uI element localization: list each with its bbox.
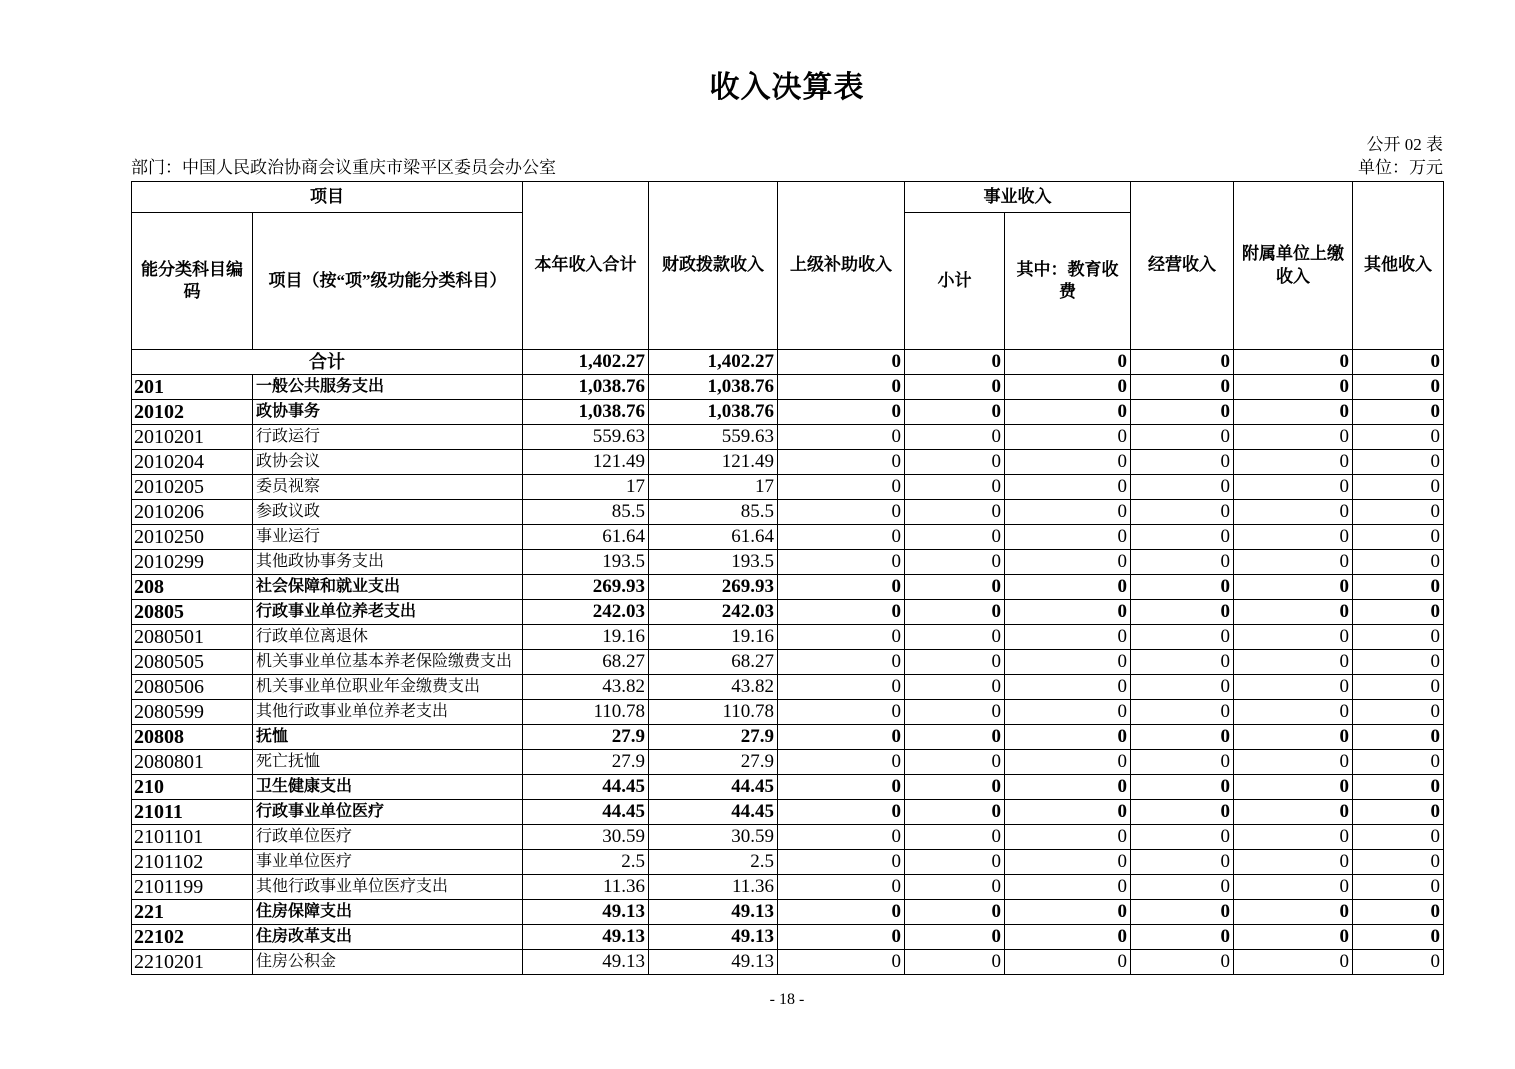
value-cell: 0 bbox=[1353, 950, 1444, 975]
value-cell: 0 bbox=[905, 550, 1005, 575]
value-cell: 0 bbox=[1131, 800, 1234, 825]
value-cell: 0 bbox=[1234, 650, 1353, 675]
value-cell: 0 bbox=[778, 750, 905, 775]
code-cell: 2010299 bbox=[132, 550, 253, 575]
table-label: 公开 02 表 bbox=[1366, 135, 1443, 154]
value-cell: 0 bbox=[905, 500, 1005, 525]
value-cell: 0 bbox=[778, 800, 905, 825]
table-row bbox=[132, 625, 1444, 650]
value-cell: 0 bbox=[1005, 650, 1131, 675]
item-cell: 抚恤 bbox=[253, 725, 523, 750]
value-cell: 0 bbox=[1353, 800, 1444, 825]
value-cell: 0 bbox=[1005, 925, 1131, 950]
value-cell: 85.5 bbox=[523, 500, 649, 525]
value-cell: 0 bbox=[778, 775, 905, 800]
value-cell: 1,402.27 bbox=[649, 350, 778, 375]
value-cell: 0 bbox=[1234, 575, 1353, 600]
value-cell: 0 bbox=[1131, 675, 1234, 700]
header-row-1 bbox=[132, 182, 1444, 213]
value-cell: 0 bbox=[1234, 400, 1353, 425]
value-cell: 0 bbox=[778, 950, 905, 975]
value-cell: 0 bbox=[1005, 825, 1131, 850]
total-label-cell: 合计 bbox=[132, 350, 523, 375]
value-cell: 30.59 bbox=[649, 825, 778, 850]
header-business-income-group: 事业收入 bbox=[905, 182, 1131, 213]
table-row bbox=[132, 875, 1444, 900]
value-cell: 0 bbox=[905, 350, 1005, 375]
table-row bbox=[132, 475, 1444, 500]
value-cell: 0 bbox=[905, 850, 1005, 875]
value-cell: 121.49 bbox=[649, 450, 778, 475]
code-cell: 2010206 bbox=[132, 500, 253, 525]
value-cell: 0 bbox=[1131, 600, 1234, 625]
item-cell: 行政事业单位医疗 bbox=[253, 800, 523, 825]
item-cell: 其他行政事业单位医疗支出 bbox=[253, 875, 523, 900]
unit-label: 单位：万元 bbox=[1358, 158, 1443, 177]
value-cell: 49.13 bbox=[523, 900, 649, 925]
value-cell: 0 bbox=[1234, 350, 1353, 375]
value-cell: 0 bbox=[1353, 650, 1444, 675]
value-cell: 0 bbox=[1353, 575, 1444, 600]
code-cell: 20808 bbox=[132, 725, 253, 750]
value-cell: 43.82 bbox=[649, 675, 778, 700]
value-cell: 0 bbox=[778, 850, 905, 875]
table-row bbox=[132, 850, 1444, 875]
value-cell: 0 bbox=[1234, 900, 1353, 925]
code-cell: 221 bbox=[132, 900, 253, 925]
value-cell: 0 bbox=[1353, 700, 1444, 725]
value-cell: 0 bbox=[905, 950, 1005, 975]
value-cell: 0 bbox=[1005, 550, 1131, 575]
value-cell: 0 bbox=[1234, 525, 1353, 550]
header-fiscal-appropriation: 财政拨款收入 bbox=[649, 182, 778, 350]
value-cell: 0 bbox=[1131, 875, 1234, 900]
value-cell: 0 bbox=[1234, 600, 1353, 625]
value-cell: 110.78 bbox=[649, 700, 778, 725]
item-cell: 行政单位医疗 bbox=[253, 825, 523, 850]
value-cell: 0 bbox=[778, 525, 905, 550]
table-row bbox=[132, 600, 1444, 625]
value-cell: 0 bbox=[1005, 425, 1131, 450]
value-cell: 110.78 bbox=[523, 700, 649, 725]
value-cell: 0 bbox=[1353, 475, 1444, 500]
item-cell: 其他政协事务支出 bbox=[253, 550, 523, 575]
value-cell: 269.93 bbox=[523, 575, 649, 600]
value-cell: 0 bbox=[1005, 850, 1131, 875]
value-cell: 19.16 bbox=[649, 625, 778, 650]
item-cell: 事业运行 bbox=[253, 525, 523, 550]
value-cell: 0 bbox=[1005, 375, 1131, 400]
value-cell: 0 bbox=[1234, 625, 1353, 650]
value-cell: 0 bbox=[1131, 375, 1234, 400]
page-content bbox=[131, 0, 1443, 1009]
value-cell: 0 bbox=[1353, 725, 1444, 750]
value-cell: 0 bbox=[905, 475, 1005, 500]
item-cell: 住房改革支出 bbox=[253, 925, 523, 950]
value-cell: 0 bbox=[1005, 600, 1131, 625]
code-cell: 22102 bbox=[132, 925, 253, 950]
value-cell: 193.5 bbox=[523, 550, 649, 575]
value-cell: 0 bbox=[905, 650, 1005, 675]
value-cell: 0 bbox=[1131, 350, 1234, 375]
value-cell: 0 bbox=[905, 750, 1005, 775]
table-row bbox=[132, 950, 1444, 975]
table-row bbox=[132, 400, 1444, 425]
value-cell: 1,402.27 bbox=[523, 350, 649, 375]
code-cell: 2080501 bbox=[132, 625, 253, 650]
item-cell: 参政议政 bbox=[253, 500, 523, 525]
value-cell: 0 bbox=[1234, 700, 1353, 725]
value-cell: 0 bbox=[1234, 725, 1353, 750]
value-cell: 44.45 bbox=[523, 800, 649, 825]
department-label: 部门：中国人民政治协商会议重庆市梁平区委员会办公室 bbox=[131, 158, 556, 177]
value-cell: 0 bbox=[778, 600, 905, 625]
value-cell: 0 bbox=[1353, 600, 1444, 625]
value-cell: 0 bbox=[905, 775, 1005, 800]
value-cell: 0 bbox=[1131, 775, 1234, 800]
value-cell: 0 bbox=[1131, 900, 1234, 925]
item-cell: 政协事务 bbox=[253, 400, 523, 425]
value-cell: 0 bbox=[1353, 400, 1444, 425]
item-cell: 事业单位医疗 bbox=[253, 850, 523, 875]
value-cell: 0 bbox=[778, 425, 905, 450]
value-cell: 0 bbox=[1353, 425, 1444, 450]
code-cell: 210 bbox=[132, 775, 253, 800]
header-operating-income: 经营收入 bbox=[1131, 182, 1234, 350]
value-cell: 0 bbox=[1005, 875, 1131, 900]
value-cell: 0 bbox=[778, 500, 905, 525]
value-cell: 0 bbox=[1131, 425, 1234, 450]
value-cell: 559.63 bbox=[523, 425, 649, 450]
value-cell: 0 bbox=[1005, 450, 1131, 475]
item-cell: 住房公积金 bbox=[253, 950, 523, 975]
value-cell: 0 bbox=[1234, 475, 1353, 500]
value-cell: 0 bbox=[1005, 500, 1131, 525]
value-cell: 0 bbox=[1131, 625, 1234, 650]
value-cell: 44.45 bbox=[523, 775, 649, 800]
code-cell: 2080801 bbox=[132, 750, 253, 775]
item-cell: 其他行政事业单位养老支出 bbox=[253, 700, 523, 725]
value-cell: 0 bbox=[1131, 400, 1234, 425]
value-cell: 0 bbox=[1005, 625, 1131, 650]
value-cell: 0 bbox=[1005, 475, 1131, 500]
value-cell: 0 bbox=[905, 600, 1005, 625]
value-cell: 0 bbox=[1353, 450, 1444, 475]
value-cell: 0 bbox=[1353, 900, 1444, 925]
value-cell: 0 bbox=[905, 800, 1005, 825]
value-cell: 0 bbox=[1234, 950, 1353, 975]
value-cell: 0 bbox=[1131, 525, 1234, 550]
value-cell: 269.93 bbox=[649, 575, 778, 600]
item-cell: 行政事业单位养老支出 bbox=[253, 600, 523, 625]
value-cell: 30.59 bbox=[523, 825, 649, 850]
value-cell: 0 bbox=[905, 400, 1005, 425]
value-cell: 43.82 bbox=[523, 675, 649, 700]
value-cell: 0 bbox=[905, 925, 1005, 950]
value-cell: 0 bbox=[1353, 850, 1444, 875]
code-cell: 20805 bbox=[132, 600, 253, 625]
value-cell: 11.36 bbox=[523, 875, 649, 900]
page-title: 收入决算表 bbox=[709, 71, 865, 104]
value-cell: 242.03 bbox=[523, 600, 649, 625]
table-row bbox=[132, 450, 1444, 475]
table-row bbox=[132, 775, 1444, 800]
value-cell: 0 bbox=[905, 875, 1005, 900]
table-row bbox=[132, 575, 1444, 600]
value-cell: 1,038.76 bbox=[523, 400, 649, 425]
item-cell: 委员视察 bbox=[253, 475, 523, 500]
table-row bbox=[132, 925, 1444, 950]
code-cell: 2101101 bbox=[132, 825, 253, 850]
code-cell: 2010204 bbox=[132, 450, 253, 475]
item-cell: 一般公共服务支出 bbox=[253, 375, 523, 400]
table-row bbox=[132, 900, 1444, 925]
value-cell: 121.49 bbox=[523, 450, 649, 475]
value-cell: 0 bbox=[778, 725, 905, 750]
code-cell: 21011 bbox=[132, 800, 253, 825]
header-code: 能分类科目编码 bbox=[132, 213, 253, 350]
table-row bbox=[132, 375, 1444, 400]
header-affiliated-units: 附属单位上缴收入 bbox=[1234, 182, 1353, 350]
value-cell: 0 bbox=[905, 900, 1005, 925]
table-row bbox=[132, 350, 1444, 375]
code-cell: 2080506 bbox=[132, 675, 253, 700]
value-cell: 0 bbox=[1234, 375, 1353, 400]
value-cell: 0 bbox=[1234, 925, 1353, 950]
value-cell: 49.13 bbox=[523, 950, 649, 975]
code-cell: 2080599 bbox=[132, 700, 253, 725]
value-cell: 61.64 bbox=[649, 525, 778, 550]
header-subtotal: 小计 bbox=[905, 213, 1005, 350]
value-cell: 0 bbox=[1005, 750, 1131, 775]
table-row bbox=[132, 525, 1444, 550]
value-cell: 61.64 bbox=[523, 525, 649, 550]
header-project-group: 项目 bbox=[132, 182, 523, 213]
value-cell: 0 bbox=[778, 700, 905, 725]
value-cell: 1,038.76 bbox=[523, 375, 649, 400]
value-cell: 0 bbox=[905, 375, 1005, 400]
value-cell: 0 bbox=[778, 825, 905, 850]
revenue-table bbox=[131, 181, 1444, 975]
value-cell: 0 bbox=[1131, 825, 1234, 850]
value-cell: 0 bbox=[1234, 425, 1353, 450]
value-cell: 0 bbox=[1005, 950, 1131, 975]
value-cell: 0 bbox=[1353, 875, 1444, 900]
value-cell: 0 bbox=[1005, 400, 1131, 425]
value-cell: 0 bbox=[778, 675, 905, 700]
value-cell: 0 bbox=[1234, 850, 1353, 875]
item-cell: 行政运行 bbox=[253, 425, 523, 450]
value-cell: 0 bbox=[1234, 450, 1353, 475]
value-cell: 0 bbox=[1353, 625, 1444, 650]
header-education-fees: 其中：教育收费 bbox=[1005, 213, 1131, 350]
value-cell: 11.36 bbox=[649, 875, 778, 900]
header-other-income: 其他收入 bbox=[1353, 182, 1444, 350]
value-cell: 0 bbox=[1131, 650, 1234, 675]
value-cell: 0 bbox=[778, 650, 905, 675]
code-cell: 2101102 bbox=[132, 850, 253, 875]
value-cell: 0 bbox=[778, 400, 905, 425]
value-cell: 0 bbox=[1353, 375, 1444, 400]
code-cell: 208 bbox=[132, 575, 253, 600]
item-cell: 行政单位离退休 bbox=[253, 625, 523, 650]
value-cell: 0 bbox=[1005, 900, 1131, 925]
value-cell: 49.13 bbox=[523, 925, 649, 950]
value-cell: 0 bbox=[778, 625, 905, 650]
value-cell: 0 bbox=[1234, 550, 1353, 575]
value-cell: 0 bbox=[1353, 525, 1444, 550]
value-cell: 0 bbox=[1353, 350, 1444, 375]
value-cell: 17 bbox=[649, 475, 778, 500]
value-cell: 0 bbox=[1353, 775, 1444, 800]
table-row bbox=[132, 550, 1444, 575]
value-cell: 27.9 bbox=[523, 750, 649, 775]
item-cell: 住房保障支出 bbox=[253, 900, 523, 925]
code-cell: 201 bbox=[132, 375, 253, 400]
header-item: 项目（按“项”级功能分类科目） bbox=[253, 213, 523, 350]
value-cell: 0 bbox=[1005, 700, 1131, 725]
item-cell: 政协会议 bbox=[253, 450, 523, 475]
meta-line bbox=[131, 157, 1443, 179]
code-cell: 2010205 bbox=[132, 475, 253, 500]
value-cell: 0 bbox=[905, 725, 1005, 750]
value-cell: 0 bbox=[1005, 575, 1131, 600]
value-cell: 1,038.76 bbox=[649, 400, 778, 425]
value-cell: 0 bbox=[1131, 500, 1234, 525]
value-cell: 0 bbox=[1005, 525, 1131, 550]
value-cell: 0 bbox=[1131, 450, 1234, 475]
value-cell: 2.5 bbox=[523, 850, 649, 875]
value-cell: 0 bbox=[1005, 725, 1131, 750]
code-cell: 2010201 bbox=[132, 425, 253, 450]
value-cell: 242.03 bbox=[649, 600, 778, 625]
value-cell: 0 bbox=[905, 425, 1005, 450]
value-cell: 0 bbox=[1353, 925, 1444, 950]
value-cell: 0 bbox=[905, 625, 1005, 650]
value-cell: 0 bbox=[905, 675, 1005, 700]
table-row bbox=[132, 800, 1444, 825]
value-cell: 0 bbox=[1005, 350, 1131, 375]
value-cell: 0 bbox=[1131, 750, 1234, 775]
value-cell: 0 bbox=[1131, 475, 1234, 500]
table-row bbox=[132, 425, 1444, 450]
code-cell: 2080505 bbox=[132, 650, 253, 675]
value-cell: 0 bbox=[778, 550, 905, 575]
page-number: - 18 - bbox=[769, 991, 805, 1008]
value-cell: 0 bbox=[905, 525, 1005, 550]
value-cell: 0 bbox=[1234, 775, 1353, 800]
value-cell: 0 bbox=[778, 450, 905, 475]
value-cell: 49.13 bbox=[649, 925, 778, 950]
value-cell: 17 bbox=[523, 475, 649, 500]
value-cell: 49.13 bbox=[649, 900, 778, 925]
value-cell: 68.27 bbox=[649, 650, 778, 675]
value-cell: 0 bbox=[1131, 575, 1234, 600]
table-row bbox=[132, 650, 1444, 675]
value-cell: 0 bbox=[1353, 675, 1444, 700]
value-cell: 193.5 bbox=[649, 550, 778, 575]
table-row bbox=[132, 750, 1444, 775]
header-superior-subsidy: 上级补助收入 bbox=[778, 182, 905, 350]
value-cell: 0 bbox=[778, 350, 905, 375]
item-cell: 机关事业单位基本养老保险缴费支出 bbox=[253, 650, 523, 675]
value-cell: 49.13 bbox=[649, 950, 778, 975]
value-cell: 0 bbox=[1353, 550, 1444, 575]
value-cell: 85.5 bbox=[649, 500, 778, 525]
value-cell: 44.45 bbox=[649, 775, 778, 800]
value-cell: 0 bbox=[778, 925, 905, 950]
value-cell: 0 bbox=[1234, 825, 1353, 850]
value-cell: 0 bbox=[1353, 825, 1444, 850]
header-year-total: 本年收入合计 bbox=[523, 182, 649, 350]
value-cell: 0 bbox=[1234, 800, 1353, 825]
value-cell: 0 bbox=[1005, 775, 1131, 800]
code-cell: 2101199 bbox=[132, 875, 253, 900]
value-cell: 0 bbox=[778, 875, 905, 900]
value-cell: 1,038.76 bbox=[649, 375, 778, 400]
value-cell: 0 bbox=[1131, 725, 1234, 750]
item-cell: 社会保障和就业支出 bbox=[253, 575, 523, 600]
value-cell: 0 bbox=[778, 900, 905, 925]
code-cell: 2010250 bbox=[132, 525, 253, 550]
table-row bbox=[132, 675, 1444, 700]
value-cell: 0 bbox=[778, 375, 905, 400]
value-cell: 2.5 bbox=[649, 850, 778, 875]
value-cell: 0 bbox=[1131, 950, 1234, 975]
code-cell: 2210201 bbox=[132, 950, 253, 975]
value-cell: 0 bbox=[1005, 800, 1131, 825]
table-row bbox=[132, 725, 1444, 750]
value-cell: 0 bbox=[1234, 500, 1353, 525]
value-cell: 0 bbox=[778, 575, 905, 600]
value-cell: 0 bbox=[1353, 500, 1444, 525]
value-cell: 19.16 bbox=[523, 625, 649, 650]
table-row bbox=[132, 500, 1444, 525]
item-cell: 机关事业单位职业年金缴费支出 bbox=[253, 675, 523, 700]
value-cell: 27.9 bbox=[649, 725, 778, 750]
code-cell: 20102 bbox=[132, 400, 253, 425]
value-cell: 0 bbox=[905, 450, 1005, 475]
table-row bbox=[132, 700, 1444, 725]
table-header bbox=[132, 182, 1444, 350]
value-cell: 44.45 bbox=[649, 800, 778, 825]
value-cell: 0 bbox=[1234, 875, 1353, 900]
value-cell: 27.9 bbox=[523, 725, 649, 750]
value-cell: 0 bbox=[778, 475, 905, 500]
value-cell: 27.9 bbox=[649, 750, 778, 775]
value-cell: 0 bbox=[1131, 700, 1234, 725]
value-cell: 0 bbox=[905, 575, 1005, 600]
value-cell: 0 bbox=[905, 825, 1005, 850]
value-cell: 0 bbox=[1353, 750, 1444, 775]
item-cell: 死亡抚恤 bbox=[253, 750, 523, 775]
value-cell: 559.63 bbox=[649, 425, 778, 450]
value-cell: 68.27 bbox=[523, 650, 649, 675]
item-cell: 卫生健康支出 bbox=[253, 775, 523, 800]
value-cell: 0 bbox=[1234, 750, 1353, 775]
value-cell: 0 bbox=[905, 700, 1005, 725]
table-body bbox=[132, 350, 1444, 975]
value-cell: 0 bbox=[1131, 550, 1234, 575]
value-cell: 0 bbox=[1131, 850, 1234, 875]
table-row bbox=[132, 825, 1444, 850]
value-cell: 0 bbox=[1005, 675, 1131, 700]
value-cell: 0 bbox=[1234, 675, 1353, 700]
value-cell: 0 bbox=[1131, 925, 1234, 950]
